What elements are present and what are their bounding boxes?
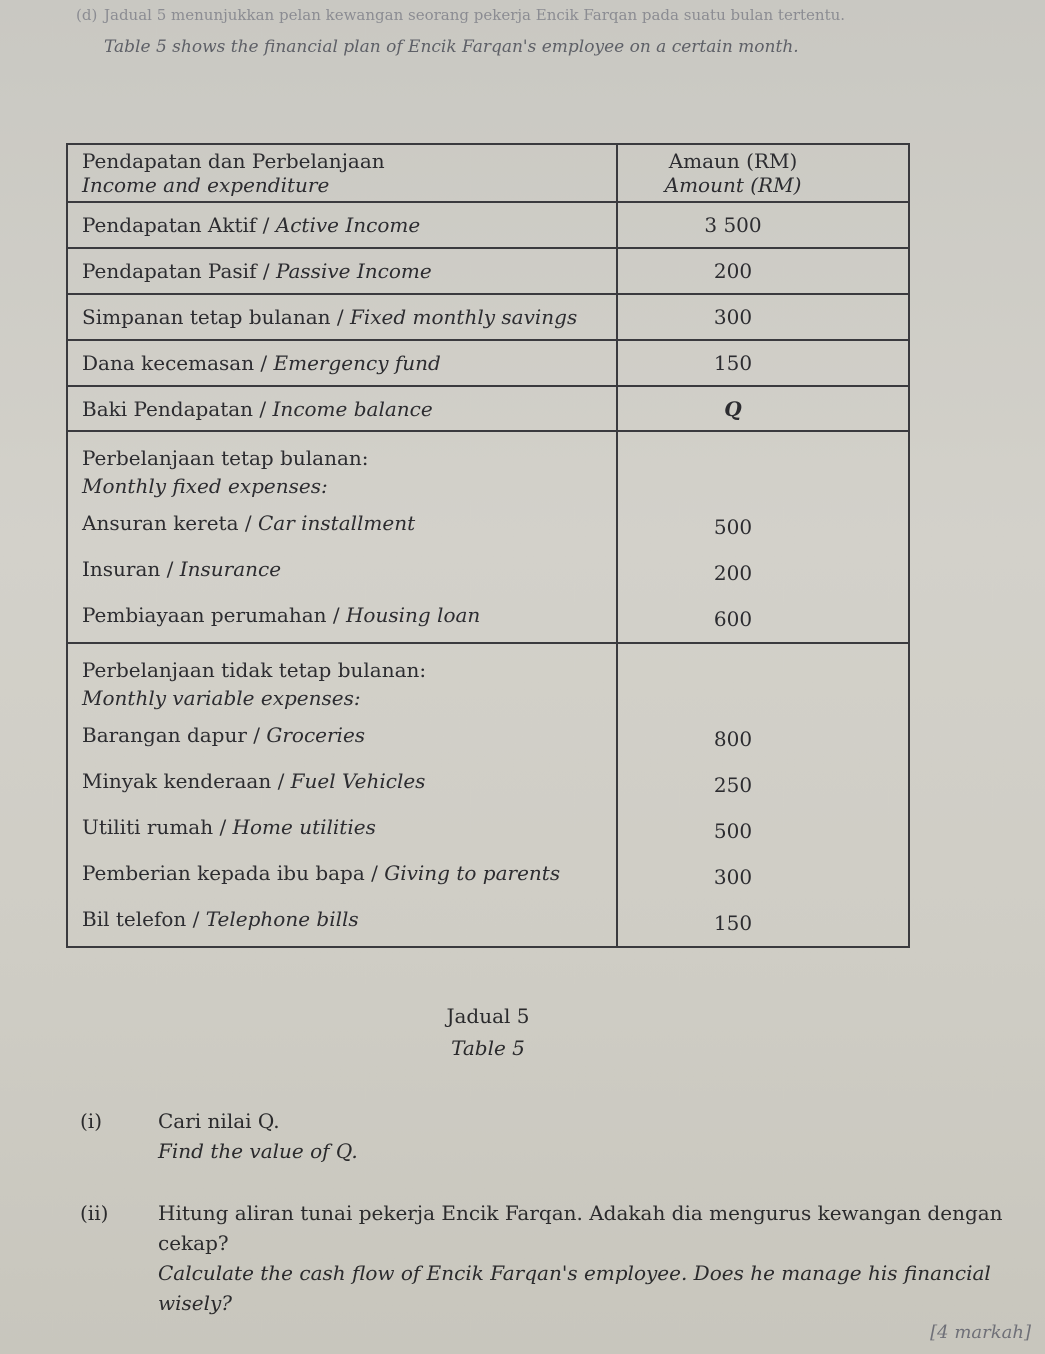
group-item	[82, 804, 616, 850]
row-label	[67, 386, 617, 431]
group-item	[82, 500, 616, 546]
question-malay: Cari nilai Q.	[158, 1109, 280, 1133]
table-caption-english: Table 5	[451, 1036, 525, 1060]
group-heading-malay: Perbelanjaan tidak tetap bulanan:	[82, 658, 427, 682]
group-item-amount: 600	[713, 607, 753, 631]
group-item	[82, 592, 616, 638]
group-heading-malay: Perbelanjaan tetap bulanan:	[82, 446, 369, 470]
group-amount-cell	[617, 431, 909, 643]
spacer	[618, 644, 848, 716]
row-label	[67, 340, 617, 386]
group-item	[82, 546, 616, 592]
question-body	[158, 1198, 1038, 1318]
group-item-amount: 200	[713, 561, 753, 585]
row-label-malay: Baki Pendapatan /	[82, 396, 273, 421]
row-amount: 300	[617, 294, 909, 340]
question-label: (ii)	[80, 1201, 109, 1225]
row-amount-q: Q	[617, 386, 909, 431]
group-label-cell	[67, 643, 617, 947]
group-item-malay: Ansuran kereta /	[82, 511, 258, 535]
table-header-row	[67, 144, 909, 202]
row-label-english: Income balance	[272, 396, 433, 421]
table-row-fixed-savings	[67, 294, 909, 340]
row-label-english: Fixed monthly savings	[349, 305, 578, 329]
group-item-english: Housing loan	[345, 603, 481, 627]
group-item-english: Home utilities	[232, 815, 376, 839]
header-item-malay: Pendapatan dan Perbelanjaan	[82, 149, 385, 173]
table-row-income-balance	[67, 386, 909, 431]
group-item-malay: Insuran /	[82, 557, 180, 581]
header-item-english: Income and expenditure	[82, 173, 330, 197]
table-row-active-income	[67, 202, 909, 248]
question-intro	[76, 4, 1004, 60]
intro-malay	[76, 4, 1004, 26]
group-item	[82, 896, 616, 942]
question-malay: Hitung aliran tunai pekerja Encik Farqan. Adakah dia mengurus kewangan dengan cekap?	[158, 1201, 1003, 1255]
group-item-amount: 500	[713, 819, 753, 843]
question-label: (i)	[80, 1109, 103, 1133]
table-group-fixed-expenses	[67, 431, 909, 643]
spacer	[618, 432, 848, 504]
table-row-passive-income	[67, 248, 909, 294]
question-body	[158, 1106, 1045, 1166]
group-item-amount: 500	[713, 515, 753, 539]
group-item	[82, 712, 616, 758]
group-item-malay: Pembiayaan perumahan /	[82, 603, 346, 627]
group-item-english: Giving to parents	[384, 861, 561, 885]
group-label-cell	[67, 431, 617, 643]
group-item	[82, 850, 616, 896]
group-item-malay: Minyak kenderaan /	[82, 769, 291, 793]
row-label-english: Active Income	[275, 213, 421, 237]
group-item-english: Insurance	[179, 557, 282, 581]
row-label-malay: Pendapatan Pasif /	[82, 259, 276, 283]
table-row-emergency-fund	[67, 340, 909, 386]
group-item-malay: Pemberian kepada ibu bapa /	[82, 861, 385, 885]
group-item-malay: Barangan dapur /	[82, 723, 267, 747]
question-number: (d)	[76, 6, 98, 24]
header-amount-english: Amount (RM)	[664, 173, 802, 197]
intro-malay-text: Jadual 5 menunjukkan pelan kewangan seorang pekerja Encik Farqan pada suatu bulan tertentu.	[104, 6, 846, 24]
row-label	[67, 294, 617, 340]
financial-plan-table	[66, 143, 910, 948]
group-item	[82, 758, 616, 804]
row-label	[67, 248, 617, 294]
row-amount: 200	[617, 248, 909, 294]
group-heading-english: Monthly fixed expenses:	[82, 474, 328, 498]
group-item-english: Telephone bills	[205, 907, 359, 931]
group-item-amount: 250	[713, 773, 753, 797]
group-item-english: Car installment	[257, 511, 416, 535]
question-english: Calculate the cash flow of Encik Farqan's employee. Does he manage his financial wisely?	[158, 1261, 991, 1315]
group-item-amount: 300	[713, 865, 753, 889]
header-amount-malay: Amaun (RM)	[668, 149, 798, 173]
group-heading-english: Monthly variable expenses:	[82, 686, 361, 710]
row-label-malay: Dana kecemasan /	[82, 351, 274, 375]
intro-english: Table 5 shows the financial plan of Encik Farqan's employee on a certain month.	[104, 37, 799, 57]
group-item-amount: 150	[713, 911, 753, 935]
marks-label: [4 markah]	[930, 1322, 1031, 1343]
header-item	[67, 144, 617, 202]
table-caption-malay: Jadual 5	[446, 1004, 530, 1028]
group-item-amount: 800	[713, 727, 753, 751]
row-label-malay: Simpanan tetap bulanan /	[82, 305, 350, 329]
table-group-variable-expenses	[67, 643, 909, 947]
row-label-english: Emergency fund	[273, 351, 441, 375]
group-amount-cell	[617, 643, 909, 947]
group-item-malay: Utiliti rumah /	[82, 815, 233, 839]
row-amount: 150	[617, 340, 909, 386]
row-label-english: Passive Income	[275, 259, 432, 283]
group-item-malay: Bil telefon /	[82, 907, 206, 931]
row-amount: 3 500	[617, 202, 909, 248]
row-label	[67, 202, 617, 248]
group-item-english: Fuel Vehicles	[290, 769, 426, 793]
header-amount	[617, 144, 909, 202]
question-english: Find the value of Q.	[158, 1139, 358, 1163]
row-label-malay: Pendapatan Aktif /	[82, 213, 276, 237]
group-item-english: Groceries	[266, 723, 366, 747]
